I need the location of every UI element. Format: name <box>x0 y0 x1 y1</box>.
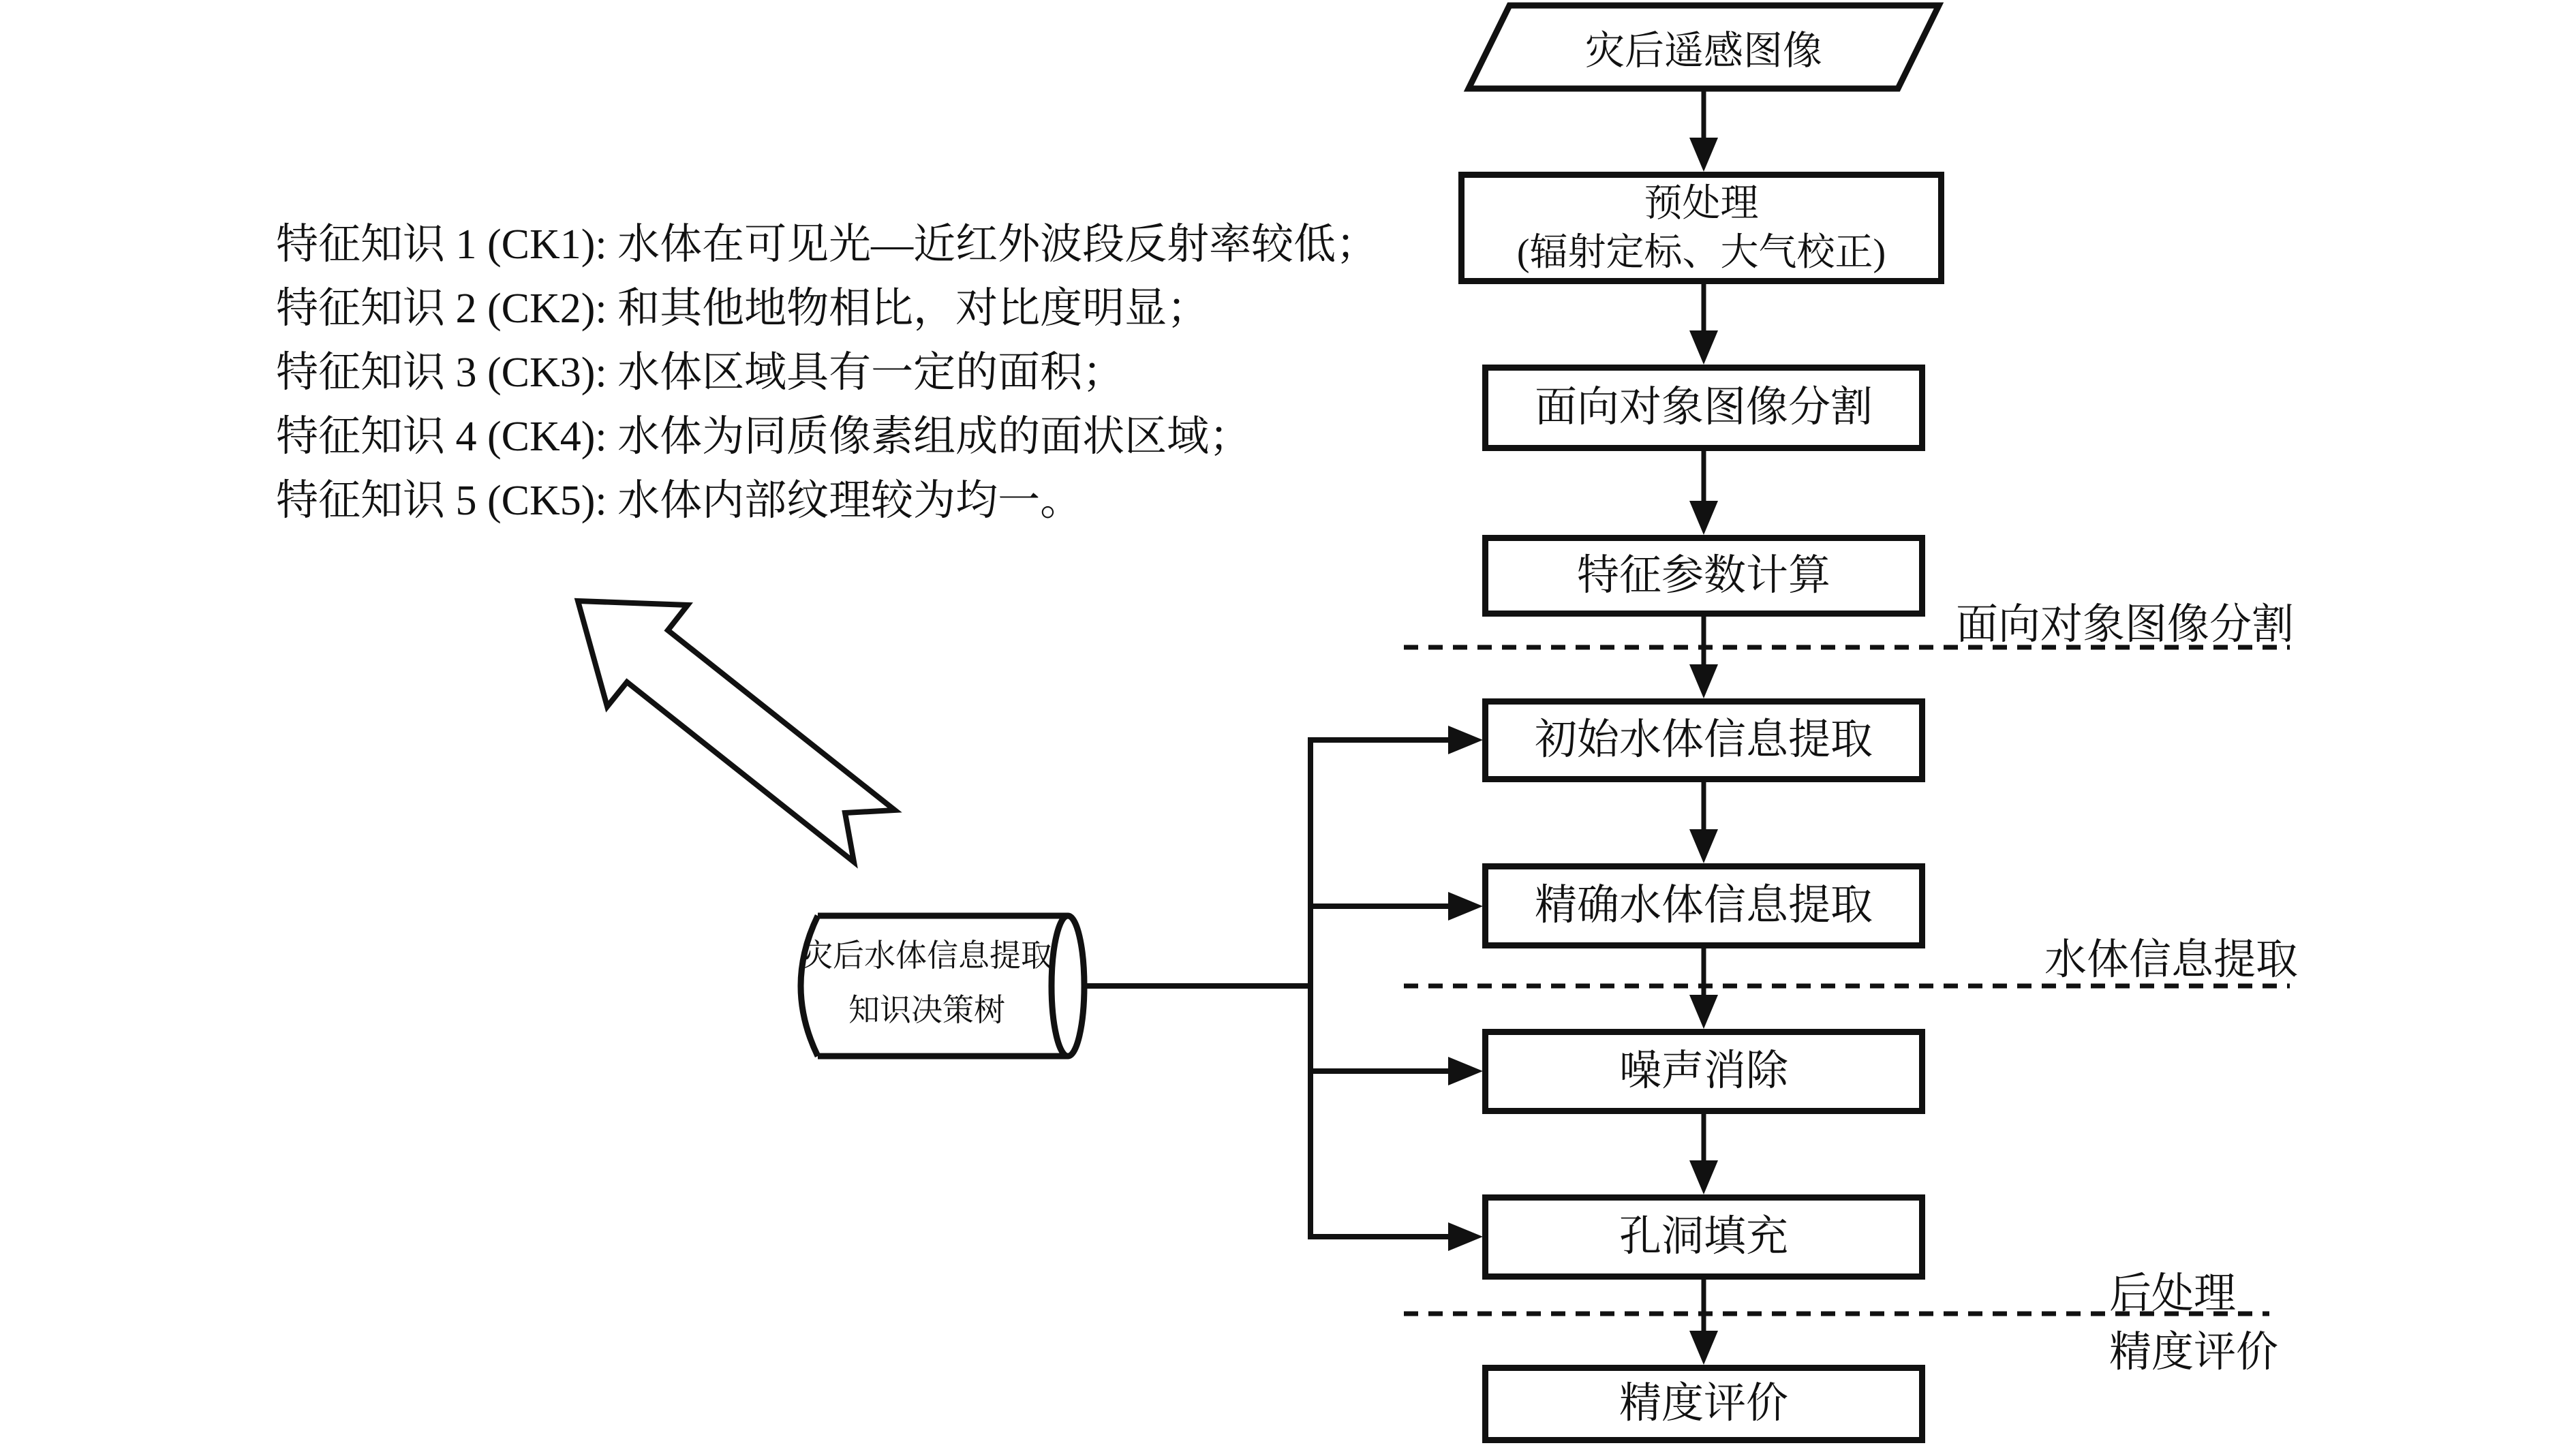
branch-arrow-hole-filling <box>1310 1222 1483 1251</box>
knowledge-base-line1: 灾后水体信息提取 <box>801 938 1052 973</box>
knowledge-item-ck1: 特征知识 1 (CK1): 水体在可见光—近红外波段反射率较低； <box>276 221 1379 268</box>
knowledge-item-ck5: 特征知识 5 (CK5): 水体内部纹理较为均一。 <box>276 478 1083 524</box>
stage-label-segmentation: 面向对象图像分割 <box>1956 602 2295 648</box>
flow-arrow-segmentation-to-featurecalc <box>1689 451 1718 535</box>
knowledge-callout-arrow <box>578 601 895 862</box>
knowledge-item-ck3: 特征知识 3 (CK3): 水体区域具有一定的面积； <box>276 350 1125 396</box>
flow-arrow-featurecalc-to-initial <box>1689 617 1718 698</box>
node-preprocess-line2: (辐射定标、大气校正) <box>1516 231 1886 274</box>
stage-label-water-extraction: 水体信息提取 <box>2044 937 2299 983</box>
node-accuracy-eval: 精度评价 <box>1482 1365 1925 1443</box>
flow-arrow-noise-to-hole <box>1689 1114 1718 1194</box>
branch-arrow-initial-extract <box>1310 726 1483 754</box>
flow-arrow-refined-to-noise <box>1689 948 1718 1029</box>
node-preprocess-line1: 预处理 <box>1644 182 1759 225</box>
node-preprocess <box>1458 172 1944 284</box>
flow-arrow-preprocess-to-segmentation <box>1689 284 1718 365</box>
flow-arrow-initial-to-refined <box>1689 782 1718 863</box>
node-noise-removal: 噪声消除 <box>1482 1029 1925 1114</box>
knowledge-list <box>276 213 1378 533</box>
node-input-remote-sensing-image: 灾后遥感图像 <box>1584 29 1822 73</box>
knowledge-base-cylinder-label <box>784 929 1070 1038</box>
flow-arrow-hole-to-accuracy <box>1689 1280 1718 1365</box>
knowledge-item-ck2: 特征知识 2 (CK2): 和其他地物相比，对比度明显； <box>276 285 1210 332</box>
node-hole-filling: 孔洞填充 <box>1482 1194 1925 1280</box>
branch-arrow-refined-extract <box>1310 892 1483 921</box>
knowledge-item-ck4: 特征知识 4 (CK4): 水体为同质像素组成的面状区域； <box>276 414 1252 460</box>
node-feature-calc: 特征参数计算 <box>1482 535 1925 617</box>
node-segmentation: 面向对象图像分割 <box>1482 365 1925 451</box>
flow-arrow-input-to-preprocess <box>1689 89 1718 172</box>
knowledge-base-line2: 知识决策树 <box>848 993 1005 1028</box>
node-refined-extract: 精确水体信息提取 <box>1482 863 1925 948</box>
node-initial-extract: 初始水体信息提取 <box>1482 698 1925 782</box>
stage-label-postprocess: 后处理 <box>2109 1271 2237 1317</box>
branch-arrow-noise-removal <box>1310 1057 1483 1085</box>
stage-label-accuracy: 精度评价 <box>2109 1329 2279 1376</box>
